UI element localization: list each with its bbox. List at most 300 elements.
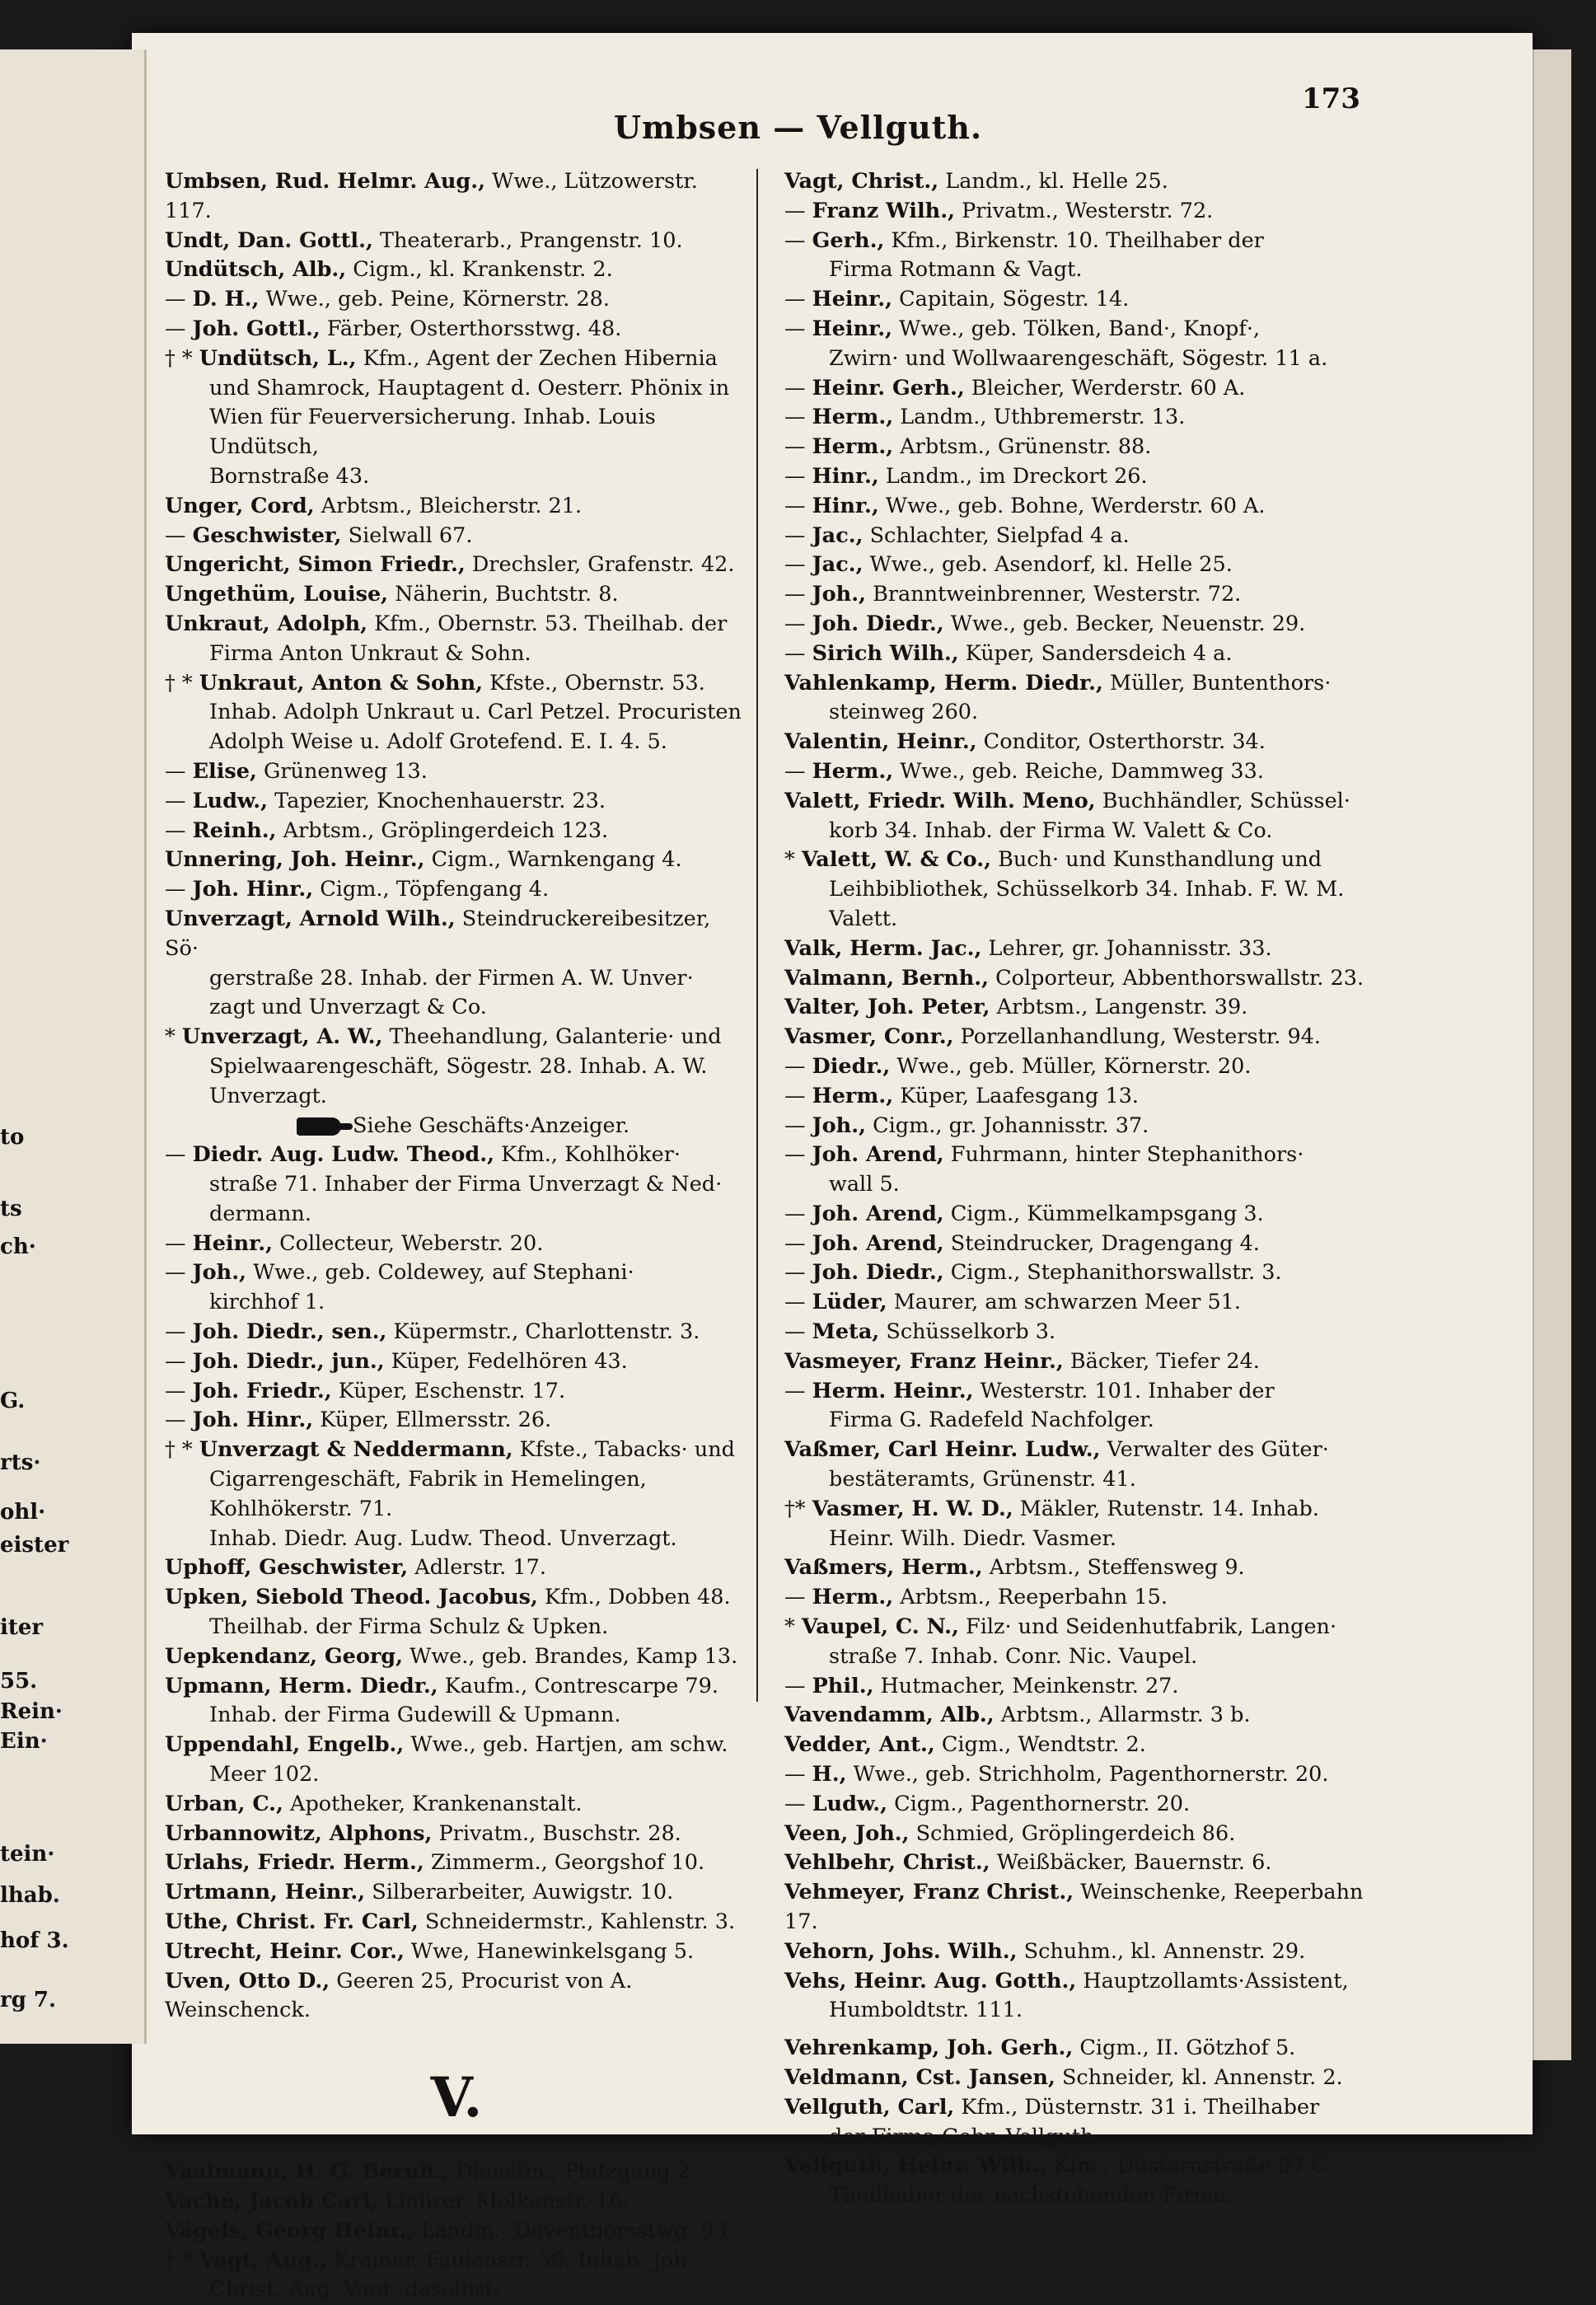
entry-details: Liniirer, Molkenstr. 16. (377, 2189, 630, 2214)
continuation-text: Firma Anton Unkraut & Sohn. (209, 640, 531, 666)
entry-name: Vasmeyer, Franz Heinr., (784, 1348, 1064, 1374)
directory-entry (784, 1288, 1391, 1318)
directory-entry (784, 462, 1391, 492)
directory-entry (165, 285, 748, 315)
entry-details: Wwe., geb. Hartjen, am schw. (404, 1732, 728, 1758)
entry-name: Jac., (812, 552, 864, 578)
entry-details: Sielwall 67. (341, 522, 473, 548)
entry-name: Herm., (812, 1083, 894, 1108)
margin-fragment: Ein· (0, 1729, 48, 1754)
margin-fragment: ts (0, 1197, 22, 1221)
directory-entry (165, 1023, 748, 1052)
entry-prefix: — (784, 375, 812, 401)
directory-entry (784, 1672, 1391, 1702)
entry-name: Herm., (812, 758, 894, 784)
entry-name: Joh. Diedr., jun., (192, 1348, 385, 1374)
entry-details: Theehandlung, Galanterie· und (382, 1024, 722, 1050)
entry-name: Lüder, (812, 1290, 887, 1315)
entry-name: Heinr. Gerh., (812, 375, 965, 401)
entry-name: Vaalmann, H. G. Bernh., (165, 2159, 450, 2185)
directory-entry (165, 1820, 748, 1849)
continuation-text: steinweg 260. (829, 700, 979, 725)
directory-entry (165, 2217, 748, 2246)
entry-prefix: † * (165, 345, 199, 371)
directory-entry (165, 1790, 748, 1820)
entry-prefix: — (165, 522, 193, 548)
entry-details: Cigm., II. Götzhof 5. (1073, 2036, 1296, 2061)
entry-details: Küper, Sandersdeich 4 a. (958, 640, 1233, 666)
continuation-text: Theilhaber der nachstehenden Firma. (829, 2183, 1233, 2209)
entry-details: Kfm., Kohlhöker· (494, 1142, 681, 1168)
entry-continuation (165, 698, 748, 728)
directory-entry (784, 2034, 1391, 2064)
continuation-text: zagt und Unverzagt & Co. (209, 995, 487, 1020)
directory-entry (784, 1613, 1391, 1642)
continuation-text: Wien für Feuerversicherung. Inhab. Louis Undütsch, (209, 405, 656, 460)
entry-name: Unverzagt, Arnold Wilh., (165, 906, 456, 931)
directory-entry (784, 964, 1391, 994)
directory-entry (784, 403, 1391, 433)
entry-details: Wwe., geb. Reiche, Dammweg 33. (893, 758, 1264, 784)
entry-prefix: — (165, 877, 193, 902)
entry-name: Valett, Friedr. Wilh. Meno, (784, 788, 1096, 813)
spacer (784, 2026, 1391, 2034)
entry-details: Hutmacher, Meinkenstr. 27. (873, 1673, 1179, 1698)
directory-entry (165, 787, 748, 817)
entry-prefix: — (784, 611, 812, 636)
entry-prefix: — (784, 1762, 812, 1787)
directory-entry (784, 492, 1391, 522)
directory-entry (165, 2246, 748, 2276)
entry-details: Zimmerm., Georgshof 10. (424, 1850, 705, 1876)
entry-details: Müller, Buntenthors· (1102, 670, 1332, 696)
left-column (165, 167, 748, 2305)
entry-details: Apotheker, Krankenanstalt. (283, 1791, 583, 1816)
entry-details: Silberarbeiter, Auwigstr. 10. (365, 1880, 674, 1905)
entry-details: Küper, Laafesgang 13. (893, 1083, 1140, 1108)
entry-continuation (165, 993, 748, 1023)
entry-details: Wwe, Hanewinkelsgang 5. (404, 1938, 695, 1964)
directory-entry (784, 1790, 1391, 1820)
entry-name: Upmann, Herm. Diedr., (165, 1673, 438, 1698)
entry-continuation (784, 2181, 1391, 2211)
directory-entry (165, 167, 748, 227)
directory-entry (784, 1023, 1391, 1052)
entry-prefix: — (784, 198, 812, 223)
directory-entry (784, 639, 1391, 669)
directory-entry (165, 492, 748, 522)
entry-prefix: — (784, 493, 812, 518)
entry-name: Upken, Siebold Theod. Jacobus, (165, 1585, 538, 1610)
entry-name: Vehrenkamp, Joh. Gerh., (784, 2036, 1074, 2061)
entry-prefix: — (784, 1290, 812, 1315)
entry-details: Landm., im Dreckort 26. (878, 463, 1148, 489)
directory-entry (165, 1347, 748, 1377)
directory-entry (165, 580, 748, 610)
continuation-text: bestäteramts, Grünenstr. 41. (829, 1467, 1136, 1492)
entry-continuation (784, 255, 1391, 285)
entry-details: Arbtsm., Langenstr. 39. (990, 995, 1248, 1020)
directory-entry (165, 2187, 748, 2217)
entry-prefix: — (784, 1260, 812, 1286)
entry-details: Kfm., Birkenstr. 10. Theilhaber der (884, 227, 1264, 253)
entry-details: Kfm., Dobben 48. (537, 1585, 731, 1610)
directory-entry (165, 522, 748, 551)
entry-details: Schmied, Gröplingerdeich 86. (909, 1820, 1236, 1846)
entry-name: Joh. Diedr., (812, 611, 944, 636)
entry-prefix: — (165, 818, 193, 843)
entry-name: Vellguth, Heinr. Wilh., (784, 2153, 1047, 2179)
entry-details: Westerstr. 101. Inhaber der (973, 1378, 1275, 1403)
entry-details: Lehrer, gr. Johannisstr. 33. (981, 935, 1272, 961)
directory-entry (784, 197, 1391, 227)
entry-name: Ludw., (812, 1791, 888, 1816)
entry-prefix: — (784, 1083, 812, 1108)
entry-details: Kfste., Obernstr. 53. (483, 670, 705, 696)
directory-entry (165, 905, 748, 964)
directory-entry (784, 1082, 1391, 1112)
entry-details: Färber, Osterthorsstwg. 48. (320, 316, 622, 341)
entry-name: Vehs, Heinr. Aug. Gotth., (784, 1968, 1077, 1993)
directory-entry (784, 610, 1391, 639)
continuation-text: dermann. (209, 1201, 311, 1226)
entry-continuation (165, 728, 748, 757)
entry-name: Uven, Otto D., (165, 1968, 330, 1993)
margin-fragment: eister (0, 1533, 69, 1558)
margin-fragment: iter (0, 1615, 44, 1640)
entry-details: Arbtsm., Grünenstr. 88. (893, 434, 1152, 460)
directory-entry (784, 757, 1391, 787)
entry-name: Geschwister, (192, 522, 342, 548)
entry-details: Krämer, Faulenstr. 50. Inhab. Joh. (326, 2247, 694, 2273)
directory-entry (784, 2093, 1391, 2123)
entry-details: Küper, Ellmersstr. 26. (313, 1408, 552, 1433)
entry-details: Arbtsm., Allarmstr. 3 b. (994, 1703, 1251, 1728)
entry-name: Sirich Wilh., (812, 640, 959, 666)
directory-entry (165, 1318, 748, 1347)
directory-entry (784, 728, 1391, 757)
continuation-text: Valett. (829, 906, 898, 931)
entry-details: Bäcker, Tiefer 24. (1063, 1348, 1260, 1374)
entry-name: Veldmann, Cst. Jansen, (784, 2065, 1055, 2090)
continuation-text: Meer 102. (209, 1762, 320, 1787)
margin-fragment: rts· (0, 1450, 41, 1475)
entry-prefix: — (165, 788, 193, 813)
entry-details: Cigm., kl. Krankenstr. 2. (346, 257, 613, 283)
entry-prefix: — (784, 552, 812, 578)
entry-name: Vagt, Aug., (199, 2247, 327, 2273)
entry-continuation (165, 964, 748, 994)
entry-prefix: — (784, 1053, 812, 1079)
directory-entry (784, 1318, 1391, 1347)
entry-prefix: † * (165, 2247, 199, 2273)
directory-entry (784, 522, 1391, 551)
directory-entry (165, 1583, 748, 1613)
directory-entry (784, 1967, 1391, 1997)
entry-details: Cigm., Pagenthornerstr. 20. (887, 1791, 1191, 1816)
entry-name: Undt, Dan. Gottl., (165, 227, 373, 253)
entry-continuation (165, 462, 748, 492)
entry-prefix: — (784, 1791, 812, 1816)
pointing-hand-icon (297, 1117, 341, 1136)
see-reference (165, 1112, 748, 1141)
entry-prefix: † * (165, 670, 199, 696)
continuation-text: gerstraße 28. Inhab. der Firmen A. W. Unver· (209, 965, 694, 991)
entry-name: Vaupel, C. N., (801, 1614, 959, 1640)
entry-details: Adlerstr. 17. (408, 1555, 546, 1581)
entry-name: Undütsch, L., (199, 345, 357, 371)
entry-name: Joh., (812, 582, 866, 607)
entry-continuation (165, 403, 748, 462)
entry-prefix: — (784, 1378, 812, 1403)
entry-continuation (165, 1288, 748, 1318)
directory-entry (165, 669, 748, 699)
entry-prefix: — (784, 434, 812, 460)
directory-entry (165, 1141, 748, 1170)
entry-name: Reinh., (192, 818, 277, 843)
see-text: Siehe Geschäfts·Anzeiger. (353, 1113, 630, 1138)
entry-details: Mäkler, Rutenstr. 14. Inhab. (1013, 1496, 1319, 1521)
directory-entry (784, 374, 1391, 404)
entry-details: Wwe., geb. Becker, Neuenstr. 29. (943, 611, 1306, 636)
directory-entry (165, 1230, 748, 1259)
entry-continuation (784, 698, 1391, 728)
entry-details: Arbtsm., Steffensweg 9. (982, 1555, 1245, 1581)
directory-entry (784, 227, 1391, 256)
directory-entry (165, 1848, 748, 1878)
entry-details: Arbtsm., Bleicherstr. 21. (314, 493, 583, 518)
entry-name: Ludw., (192, 788, 269, 813)
entry-prefix: * (784, 847, 802, 873)
directory-entry (165, 1937, 748, 1967)
entry-name: Vavendamm, Alb., (784, 1703, 995, 1728)
entry-details: Landm., Uthbremerstr. 13. (893, 405, 1186, 430)
entry-details: Weißbäcker, Bauernstr. 6. (990, 1850, 1272, 1876)
entry-details: Cigm., gr. Johannisstr. 37. (865, 1113, 1149, 1138)
entry-details: Tapezier, Knochenhauerstr. 23. (268, 788, 606, 813)
continuation-text: Adolph Weise u. Adolf Grotefend. E. I. 4. 5. (209, 729, 667, 755)
entry-name: Joh. Hinr., (192, 877, 314, 902)
entry-continuation (784, 1525, 1391, 1554)
continuation-text: Bornstraße 43. (209, 463, 370, 489)
entry-details: Maurer, am schwarzen Meer 51. (887, 1290, 1242, 1315)
continuation-text: korb 34. Inhab. der Firma W. Valett & Co. (829, 818, 1273, 843)
entry-details: Wwe., geb. Peine, Körnerstr. 28. (259, 287, 611, 312)
entry-name: Vahlenkamp, Herm. Diedr., (784, 670, 1103, 696)
directory-entry (784, 669, 1391, 699)
entry-name: D. H., (192, 287, 260, 312)
entry-details: Schüsselkorb 3. (879, 1319, 1056, 1345)
entry-name: Joh. Friedr., (192, 1378, 332, 1403)
directory-entry (784, 1701, 1391, 1731)
entry-name: Elise, (192, 758, 257, 784)
directory-entry (165, 227, 748, 256)
directory-entry (165, 610, 748, 639)
directory-entry (784, 315, 1391, 344)
continuation-text: Heinr. Wilh. Diedr. Vasmer. (829, 1525, 1116, 1551)
entry-details: Wwe., geb. Coldewey, auf Stephani· (246, 1260, 634, 1286)
entry-prefix: — (784, 1319, 812, 1345)
entry-details: Cigm., Kümmelkampsgang 3. (943, 1201, 1264, 1226)
entry-name: Ungericht, Simon Friedr., (165, 552, 466, 578)
entry-name: Unkraut, Adolph, (165, 611, 368, 636)
entry-details: Wwe., geb. Bohne, Werderstr. 60 A. (878, 493, 1266, 518)
entry-name: Heinr., (812, 316, 893, 341)
directory-entry (165, 2157, 748, 2187)
entry-details: Privatm., Buschstr. 28. (432, 1820, 681, 1846)
entry-continuation (784, 1996, 1391, 2026)
directory-entry (784, 1200, 1391, 1230)
continuation-text: Christ. Aug. Vagt, daselbst. (209, 2277, 500, 2303)
entry-name: Herm., (812, 1585, 894, 1610)
entry-details: Kfm., Düsternstr. 31 i. Theilhaber (954, 2094, 1320, 2120)
entry-details: Weinschenke, Reeperbahn 17. (784, 1880, 1364, 1935)
directory-entry (784, 1052, 1391, 1082)
entry-prefix: — (165, 1348, 193, 1374)
directory-entry (784, 1112, 1391, 1141)
entry-prefix: — (784, 316, 812, 341)
directory-entry (784, 1878, 1391, 1937)
column-divider (756, 169, 758, 1702)
entry-prefix: * (784, 1614, 802, 1640)
continuation-text: Leihbibliothek, Schüsselkorb 34. Inhab. F. W. M. (829, 877, 1345, 902)
entry-name: Vasmer, Conr., (784, 1024, 954, 1050)
entry-details: Landm., Doventhorsstwg. 93. (414, 2218, 735, 2243)
entry-prefix: — (784, 1201, 812, 1226)
entry-name: Gerh., (812, 227, 885, 253)
entry-name: Valett, W. & Co., (801, 847, 991, 873)
entry-details: Kfm., Agent der Zechen Hibernia (356, 345, 718, 371)
entry-details: Colporteur, Abbenthorswallstr. 23. (989, 965, 1364, 991)
continuation-text: kirchhof 1. (209, 1290, 325, 1315)
entry-details: Cigm., Töpfengang 4. (313, 877, 550, 902)
directory-entry (784, 1731, 1391, 1760)
directory-entry (165, 1377, 748, 1407)
continuation-text: Firma G. Radefeld Nachfolger. (829, 1408, 1154, 1433)
entry-name: Diedr., (812, 1053, 891, 1079)
continuation-text: der Firma Gebr. Vellguth. (829, 2124, 1101, 2149)
entry-name: Joh. Arend, (812, 1142, 944, 1168)
entry-continuation (165, 1465, 748, 1525)
entry-prefix: †* (784, 1496, 812, 1521)
entry-name: Phil., (812, 1673, 874, 1698)
entry-name: Valk, Herm. Jac., (784, 935, 982, 961)
entry-name: Heinr., (192, 1230, 274, 1256)
right-column (784, 167, 1391, 2211)
entry-prefix: — (784, 1585, 812, 1610)
directory-entry (165, 550, 748, 580)
directory-entry (784, 1760, 1391, 1790)
directory-entry (784, 1230, 1391, 1259)
entry-name: Urlahs, Friedr. Herm., (165, 1850, 424, 1876)
directory-entry (784, 846, 1391, 875)
entry-details: Wwe., geb. Brandes, Kamp 13. (403, 1643, 738, 1669)
entry-details: Näherin, Buchtstr. 8. (388, 582, 619, 607)
entry-continuation (165, 1613, 748, 1642)
directory-entry (784, 1436, 1391, 1465)
entry-details: Wwe., geb. Strichholm, Pagenthornerstr. 20. (846, 1762, 1329, 1787)
entry-continuation (165, 639, 748, 669)
entry-name: Herm. Heinr., (812, 1378, 974, 1403)
entry-name: Vellguth, Carl, (784, 2094, 955, 2120)
entry-name: H., (812, 1762, 847, 1787)
directory-entry (784, 1583, 1391, 1613)
directory-entry (784, 1848, 1391, 1878)
margin-fragment: 55. (0, 1669, 38, 1694)
entry-name: Joh. Diedr., (812, 1260, 944, 1286)
directory-entry (784, 1377, 1391, 1407)
directory-entry (784, 1820, 1391, 1849)
entry-name: Ungethüm, Louise, (165, 582, 389, 607)
entry-details: Küper, Eschenstr. 17. (331, 1378, 566, 1403)
entry-name: Uppendahl, Engelb., (165, 1732, 405, 1758)
entry-prefix: — (165, 316, 193, 341)
directory-entry (784, 1495, 1391, 1525)
entry-prefix: — (165, 1319, 193, 1345)
entry-details: Buch· und Kunsthandlung und (990, 847, 1322, 873)
entry-prefix: — (165, 1378, 193, 1403)
continuation-text: Inhab. Adolph Unkraut u. Carl Petzel. Procuristen (209, 700, 742, 725)
entry-prefix: — (784, 287, 812, 312)
entry-name: Joh. Diedr., sen., (192, 1319, 387, 1345)
continuation-text: straße 71. Inhaber der Firma Unverzagt & Ned· (209, 1172, 723, 1197)
margin-fragment: ch· (0, 1234, 36, 1259)
entry-name: Joh. Arend, (812, 1201, 944, 1226)
entry-continuation (784, 1170, 1391, 1200)
entry-details: Cigm., Wendtstr. 2. (934, 1732, 1146, 1758)
entry-prefix: — (784, 1673, 812, 1698)
directory-entry (165, 344, 748, 374)
entry-name: Unger, Cord, (165, 493, 315, 518)
directory-entry (165, 255, 748, 285)
entry-prefix: — (165, 758, 193, 784)
entry-details: Steindrucker, Dragengang 4. (943, 1230, 1260, 1256)
continuation-text: Spielwaarengeschäft, Sögestr. 28. Inhab. A. W. (209, 1053, 708, 1079)
entry-name: Vedder, Ant., (784, 1732, 935, 1758)
entry-details: Cigm., Warnkengang 4. (424, 847, 682, 873)
entry-prefix: — (165, 287, 193, 312)
entry-name: Hinr., (812, 493, 879, 518)
entry-prefix: — (784, 1230, 812, 1256)
entry-details: Wwe., geb. Asendorf, kl. Helle 25. (863, 552, 1233, 578)
entry-continuation (784, 1406, 1391, 1436)
entry-prefix: † * (165, 1437, 199, 1463)
margin-fragment: rg 7. (0, 1988, 57, 2012)
directory-entry (165, 846, 748, 875)
entry-continuation (784, 2123, 1391, 2153)
directory-entry (165, 1258, 748, 1288)
entry-prefix: — (165, 1408, 193, 1433)
entry-details: Capitain, Sögestr. 14. (892, 287, 1130, 312)
entry-name: Utrecht, Heinr. Cor., (165, 1938, 405, 1964)
entry-details: Filz· und Seidenhutfabrik, Langen· (958, 1614, 1337, 1640)
entry-details: Wwe., geb. Tölken, Band·, Knopf·, (892, 316, 1261, 341)
entry-continuation (784, 905, 1391, 935)
entry-details: Drechsler, Grafenstr. 42. (465, 552, 735, 578)
entry-name: Vehmeyer, Franz Christ., (784, 1880, 1074, 1905)
entry-prefix: — (165, 1260, 193, 1286)
directory-entry (784, 285, 1391, 315)
entry-name: Joh. Arend, (812, 1230, 944, 1256)
entry-name: Valmann, Bernh., (784, 965, 990, 991)
entry-name: Diedr. Aug. Ludw. Theod., (192, 1142, 494, 1168)
entry-details: Arbtsm., Gröplingerdeich 123. (276, 818, 609, 843)
entry-details: Fuhrmann, hinter Stephanithors· (943, 1142, 1304, 1168)
entry-details: Hauptzollamts·Assistent, (1076, 1968, 1349, 1993)
entry-details: Theaterarb., Prangenstr. 10. (372, 227, 683, 253)
entry-details: Verwalter des Güter· (1100, 1437, 1329, 1463)
entry-details: Küper, Fedelhören 43. (384, 1348, 628, 1374)
